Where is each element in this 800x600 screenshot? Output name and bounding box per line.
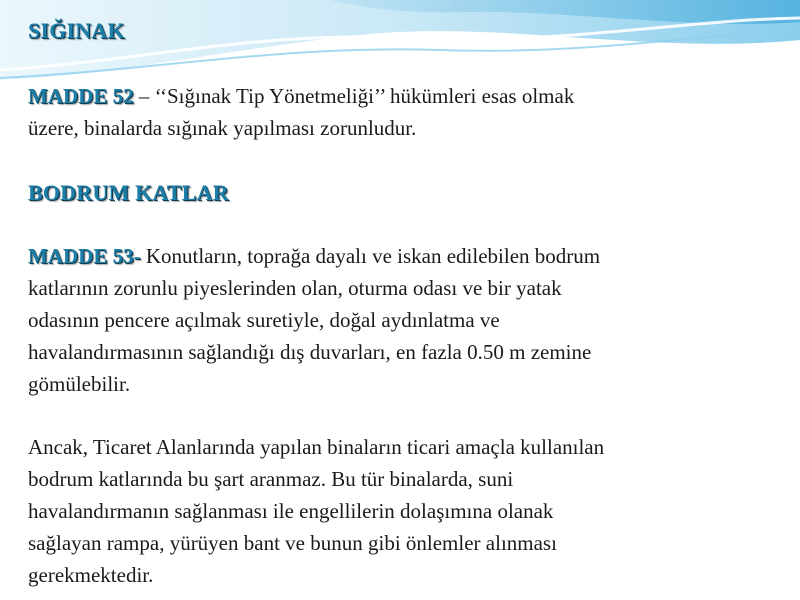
madde-52-text-1: ‘‘Sığınak Tip Yönetmeliği’’ hükümleri esas olmak bbox=[154, 84, 575, 108]
madde-53-label: MADDE 53- bbox=[28, 244, 141, 268]
madde-52-paragraph bbox=[28, 80, 788, 144]
ancak-text-3: havalandırmanın sağlanması ile engellilerin dolaşımına olanak bbox=[28, 499, 554, 523]
madde-52-label: MADDE 52 bbox=[28, 84, 134, 108]
madde-52-line-1 bbox=[28, 80, 788, 112]
heading-siginak: SIĞINAK bbox=[28, 18, 125, 43]
madde-53-text-3: odasının pencere açılmak suretiyle, doğal aydınlatma ve bbox=[28, 308, 500, 332]
madde-52-dash: – bbox=[133, 84, 155, 108]
madde-53-text-4: havalandırmasının sağlandığı dış duvarları, en fazla 0.50 m zemine bbox=[28, 340, 592, 364]
madde-53-paragraph bbox=[28, 240, 788, 400]
madde-53-text-2: katlarının zorunlu piyeslerinden olan, oturma odası ve bir yatak bbox=[28, 276, 562, 300]
madde-53-text-5: gömülebilir. bbox=[28, 372, 131, 396]
ancak-text-1: Ancak, Ticaret Alanlarında yapılan binaların ticari amaçla kullanılan bbox=[28, 435, 605, 459]
madde-53-text-1: Konutların, toprağa dayalı ve iskan edilebilen bodrum bbox=[140, 244, 601, 268]
madde-52-text-2: üzere, binalarda sığınak yapılması zorunludur. bbox=[28, 116, 417, 140]
heading-bodrum-katlar: BODRUM KATLAR bbox=[28, 180, 229, 205]
madde-53-line-1 bbox=[28, 240, 788, 272]
ancak-text-2: bodrum katlarında bu şart aranmaz. Bu tür binalarda, suni bbox=[28, 467, 514, 491]
ancak-paragraph bbox=[28, 431, 788, 591]
ancak-text-4: sağlayan rampa, yürüyen bant ve bunun gibi önlemler alınması bbox=[28, 531, 557, 555]
ancak-text-5: gerekmektedir. bbox=[28, 563, 154, 587]
